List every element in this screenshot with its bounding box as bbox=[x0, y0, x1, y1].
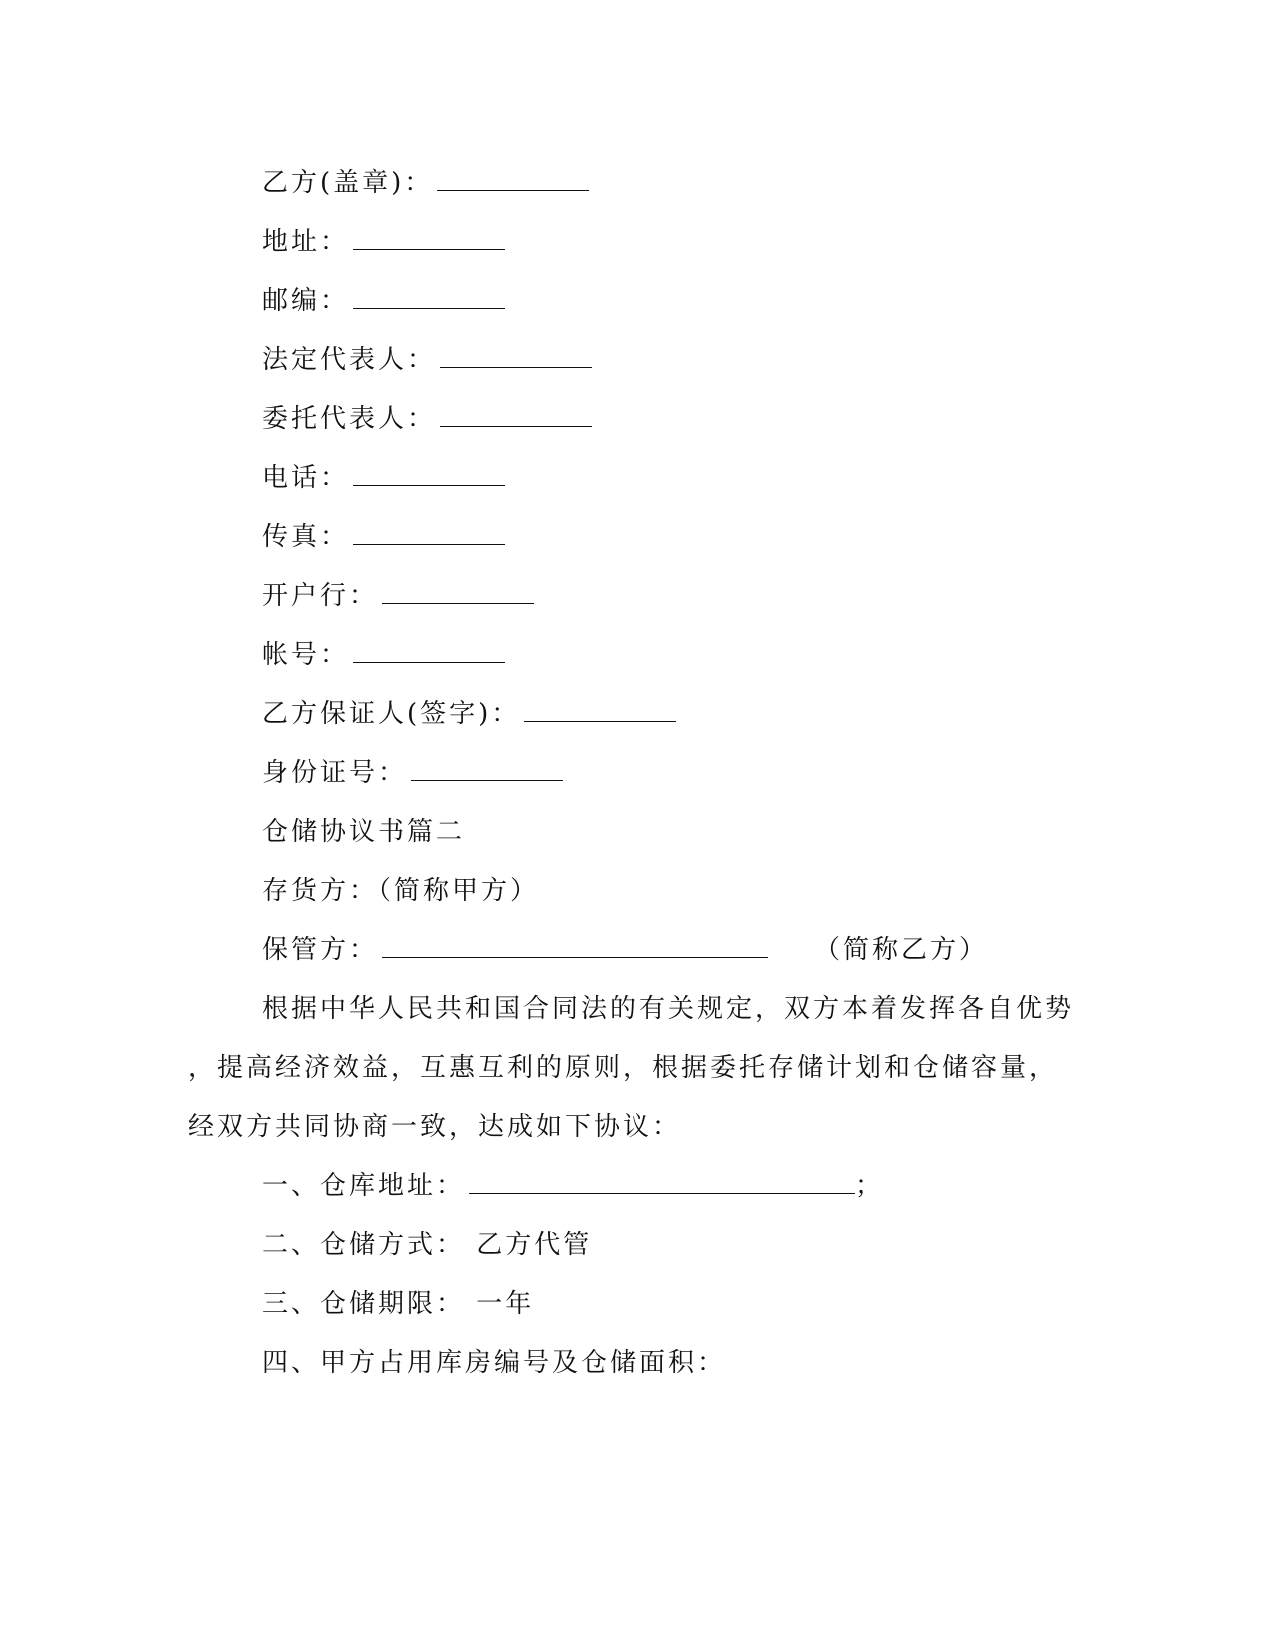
blank-line bbox=[353, 284, 505, 309]
field-note: （简称乙方） bbox=[814, 935, 989, 965]
intro-line: 经双方共同协商一致，达成如下协议： bbox=[188, 1112, 682, 1142]
blank-line bbox=[469, 1169, 855, 1194]
blank-line bbox=[353, 638, 505, 663]
field-label: 身份证号： bbox=[262, 758, 408, 788]
field-note: （简称甲方） bbox=[378, 876, 540, 906]
field-label: 地址： bbox=[262, 227, 350, 257]
blank-line bbox=[411, 756, 563, 781]
field-label: 乙方(盖章)： bbox=[262, 168, 434, 198]
blank-line bbox=[353, 225, 505, 250]
field-fax bbox=[262, 520, 505, 554]
field-custodian bbox=[262, 933, 988, 967]
clause-storage-term: 三、仓储期限： 一年 bbox=[262, 1289, 535, 1319]
field-authorized-representative bbox=[262, 402, 592, 436]
intro-line: 根据中华人民共和国合同法的有关规定，双方本着发挥各自优势 bbox=[262, 994, 1075, 1024]
section-title: 仓储协议书篇二 bbox=[262, 817, 466, 847]
clause-storage-area: 四、甲方占用库房编号及仓储面积： bbox=[262, 1348, 727, 1378]
field-phone bbox=[262, 461, 505, 495]
clause-label: 一、仓库地址： bbox=[262, 1171, 466, 1201]
blank-line bbox=[437, 166, 589, 191]
field-guarantor bbox=[262, 697, 676, 731]
field-label: 法定代表人： bbox=[262, 345, 437, 375]
blank-line bbox=[382, 933, 768, 958]
intro-line: ，提高经济效益，互惠互利的原则，根据委托存储计划和仓储容量， bbox=[188, 1053, 1059, 1083]
field-label: 乙方保证人(签字)： bbox=[262, 699, 521, 729]
field-label: 委托代表人： bbox=[262, 404, 437, 434]
field-party-b-seal bbox=[262, 166, 589, 200]
field-label: 邮编： bbox=[262, 286, 350, 316]
field-id-number bbox=[262, 756, 563, 790]
field-depositor bbox=[262, 874, 539, 908]
field-label: 保管方： bbox=[262, 935, 379, 965]
field-label: 存货方： bbox=[262, 876, 379, 906]
field-label: 电话： bbox=[262, 463, 350, 493]
blank-line bbox=[440, 402, 592, 427]
clause-end: ； bbox=[855, 1171, 885, 1201]
field-postcode bbox=[262, 284, 505, 318]
clause-storage-method: 二、仓储方式： 乙方代管 bbox=[262, 1230, 593, 1260]
field-legal-representative bbox=[262, 343, 592, 377]
field-label: 传真： bbox=[262, 522, 350, 552]
blank-line bbox=[353, 461, 505, 486]
blank-line bbox=[382, 579, 534, 604]
field-label: 帐号： bbox=[262, 640, 350, 670]
field-address bbox=[262, 225, 505, 259]
blank-line bbox=[440, 343, 592, 368]
field-account bbox=[262, 638, 505, 672]
blank-line bbox=[353, 520, 505, 545]
clause-warehouse-address bbox=[262, 1169, 884, 1203]
field-bank bbox=[262, 579, 534, 613]
blank-line bbox=[524, 697, 676, 722]
field-label: 开户行： bbox=[262, 581, 379, 611]
